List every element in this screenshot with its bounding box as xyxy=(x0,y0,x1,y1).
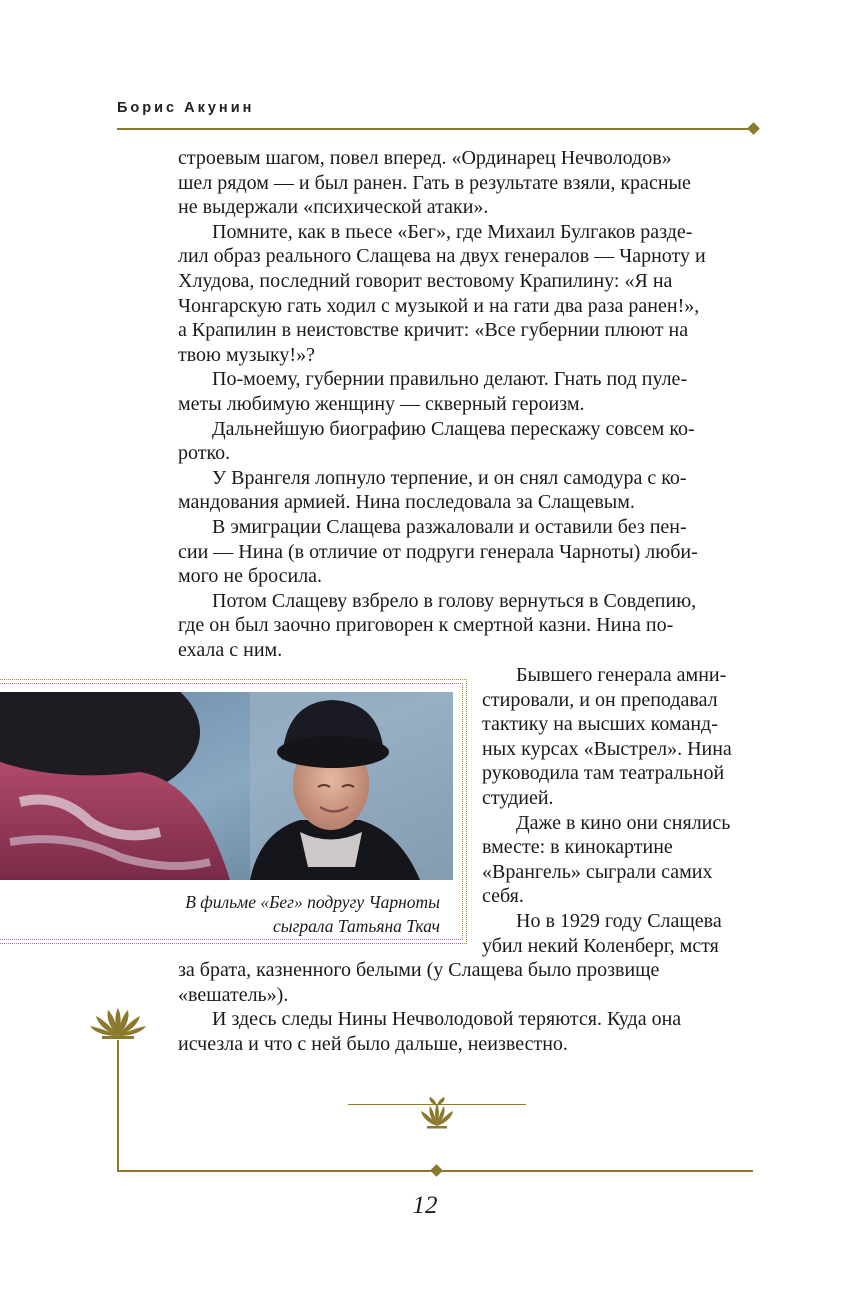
body-text-side xyxy=(482,663,756,958)
text-line: меты любимую женщину — скверный героизм. xyxy=(178,392,585,415)
text-line: а Крапилин в неистовстве кричит: «Все губернии плюют на xyxy=(178,319,689,342)
text-line: ротко. xyxy=(178,442,231,465)
figure-caption xyxy=(150,890,440,938)
text-line: не выдержали «психической атаки». xyxy=(178,196,489,219)
footer-rule-diamond xyxy=(430,1164,443,1177)
caption-line: сыграла Татьяна Ткач xyxy=(272,916,440,936)
text-line: строевым шагом, повел вперед. «Ординарец Нечволодов» xyxy=(178,147,672,169)
text-line: В эмиграции Слащева разжаловали и оставили без пен- xyxy=(212,515,687,538)
body-text-bottom xyxy=(178,958,756,1056)
header-rule-diamond xyxy=(747,122,760,135)
text-line: где он был заочно приговорен к смертной казни. Нина по- xyxy=(178,614,674,637)
text-line: Дальнейшую биографию Слащева перескажу совсем ко- xyxy=(212,417,695,440)
left-vertical-rule xyxy=(117,1040,119,1172)
running-head-author: Борис Акунин xyxy=(117,100,255,116)
page-number: 12 xyxy=(412,1192,438,1219)
text-line: студией. xyxy=(482,786,554,809)
text-line: лил образ реального Слащева на двух генералов — Чарноту и xyxy=(178,245,706,268)
text-line: шел рядом — и был ранен. Гать в результате взяли, красные xyxy=(178,171,691,194)
text-line: Даже в кино они снялись xyxy=(516,811,731,834)
text-line: Но в 1929 году Слащева xyxy=(516,909,722,932)
film-still-image xyxy=(0,692,453,880)
text-line: вместе: в кинокартине xyxy=(482,836,673,859)
text-line: Потом Слащеву взбрело в голову вернуться в Совдепию, xyxy=(212,589,697,612)
text-line: «вешатель»). xyxy=(178,983,289,1006)
palmette-ornament-left xyxy=(88,1006,148,1040)
text-line: И здесь следы Нины Нечволодовой теряются. Куда она xyxy=(212,1008,682,1031)
text-line: твою музыку!»? xyxy=(178,343,315,366)
text-line: Чонгарскую гать ходил с музыкой и на гати два раза ранен!», xyxy=(178,294,700,317)
text-line: У Врангеля лопнуло терпение, и он снял самодура с ко- xyxy=(212,466,687,489)
text-line: Бывшего генерала амни- xyxy=(516,664,727,686)
header-rule xyxy=(117,128,753,130)
text-line: сии — Нина (в отличие от подруги генерала Чарноты) люби- xyxy=(178,540,698,563)
text-line: убил некий Коленберг, мстя xyxy=(482,934,719,957)
body-text-top xyxy=(178,146,756,662)
text-line: ехала с ним. xyxy=(178,638,283,661)
caption-line: В фильме «Бег» подругу Чарноты xyxy=(185,892,440,912)
text-line: за брата, казненного белыми (у Слащева было прозвище xyxy=(178,959,660,981)
text-line: мого не бросила. xyxy=(178,565,323,588)
palmette-ornament-center xyxy=(416,1096,458,1130)
text-line: мандования армией. Нина последовала за Слащевым. xyxy=(178,491,635,514)
text-line: исчезла и что с ней было дальше, неизвестно. xyxy=(178,1032,568,1055)
text-line: «Врангель» сыграли самих xyxy=(482,860,713,883)
text-line: себя. xyxy=(482,885,524,908)
text-line: По-моему, губернии правильно делают. Гнать под пуле- xyxy=(212,368,688,391)
text-line: руководила там театральной xyxy=(482,762,725,785)
text-line: Хлудова, последний говорит вестовому Крапилину: «Я на xyxy=(178,269,673,292)
text-line: тактику на высших команд- xyxy=(482,713,718,736)
text-line: Помните, как в пьесе «Бег», где Михаил Булгаков разде- xyxy=(212,220,693,243)
text-line: ных курсах «Выстрел». Нина xyxy=(482,737,732,760)
text-line: стировали, и он преподавал xyxy=(482,688,718,711)
